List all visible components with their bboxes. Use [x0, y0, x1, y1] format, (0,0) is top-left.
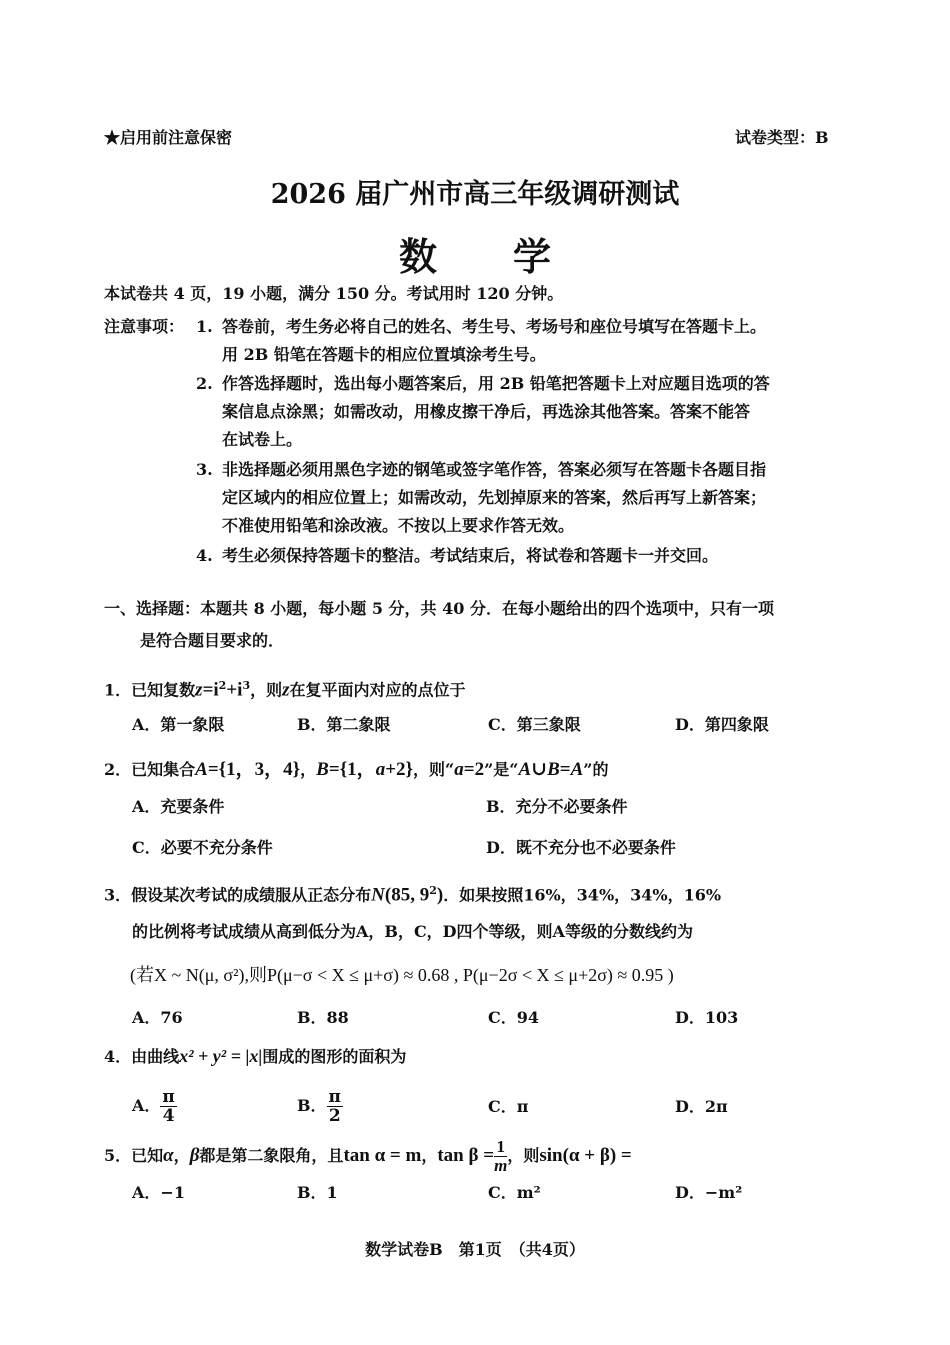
q1-option-b: B．第二象限: [297, 715, 391, 734]
question-number: 5．: [104, 1146, 132, 1165]
note-2-line-1: 作答选择题时，选出每小题答案后，用 2B 铅笔把答题卡上对应题目选项的答: [222, 374, 770, 393]
note-4-num: 4.: [196, 546, 213, 565]
question-4-stem: 4．由曲线x² + y² = |x|围成的图形的面积为: [104, 1046, 407, 1066]
question-1-stem: 1．已知复数$z=i^2+i^3$，则z在复平面内对应的点位于: [104, 679, 466, 701]
q4-option-d: D．2π: [675, 1097, 728, 1116]
question-number: 2．: [104, 760, 132, 779]
note-1-num: 1.: [196, 317, 213, 336]
q5-option-c: C．m²: [488, 1183, 541, 1202]
q2-option-d: D．既不充分也不必要条件: [486, 838, 676, 857]
confidential-label: ★启用前注意保密: [104, 128, 233, 147]
exam-intro: 本试卷共 4 页，19 小题，满分 150 分。考试用时 120 分钟。: [104, 284, 564, 303]
q2-option-b: B．充分不必要条件: [486, 797, 628, 816]
note-3-line-2: 定区域内的相应位置上；如需改动，先划掉原来的答案，然后再写上新答案；: [222, 488, 767, 507]
q4-option-b: B． $\frac{\pi}{2}$: [297, 1087, 341, 1126]
q2-option-a: A．充要条件: [132, 797, 225, 816]
q3-option-d: D．103: [675, 1008, 739, 1027]
question-3-stem-line-2: 的比例将考试成绩从高到低分为A，B，C，D四个等级，则A等级的分数线约为: [132, 922, 693, 941]
section-1-header-cont: 是符合题目要求的．: [140, 631, 285, 650]
note-3-line-1: 非选择题必须用黑色字迹的钢笔或签字笔作答，答案必须写在答题卡各题目指: [222, 460, 767, 479]
note-2-num: 2.: [196, 374, 213, 393]
question-2-stem: 2．已知集合A={1，3，4}，B={1，a+2}，则“a=2”是“A∪B=A”的: [104, 759, 609, 780]
q4-option-c: C．π: [488, 1097, 529, 1116]
note-4-line-1: 考生必须保持答题卡的整洁。考试结束后，将试卷和答题卡一并交回。: [222, 546, 719, 565]
notes-label: 注意事项：: [104, 317, 185, 336]
note-2-line-2: 案信息点涂黑；如需改动，用橡皮擦干净后，再选涂其他答案。答案不能答: [222, 402, 751, 421]
q3-option-c: C．94: [488, 1008, 540, 1027]
q2-option-c: C．必要不充分条件: [132, 838, 273, 857]
question-3-stem-line-3: (若X ~ N(μ, σ²),则P(μ−σ < X ≤ μ+σ) ≈ 0.68 , P(μ−2σ < X ≤ μ+2σ) ≈ 0.95 ): [130, 965, 674, 985]
q5-option-a: A．−1: [132, 1183, 185, 1202]
note-3-line-3: 不准使用铅笔和涂改液。不按以上要求作答无效。: [222, 516, 575, 535]
question-number: 3．: [104, 885, 132, 905]
exam-title: 2026 届广州市高三年级调研测试: [270, 179, 680, 210]
q5-option-b: B．1: [297, 1183, 338, 1202]
question-number: 4．: [104, 1047, 132, 1066]
note-3-num: 3.: [196, 460, 213, 479]
subject-title: 数 学: [398, 234, 551, 279]
q3-option-a: A．76: [132, 1008, 183, 1027]
q5-option-d: D．−m²: [675, 1183, 743, 1202]
section-1-header: 一、选择题：本题共 8 小题，每小题 5 分，共 40 分．在每小题给出的四个选项中，只有一项: [104, 599, 774, 618]
paper-type-label: 试卷类型：B: [735, 128, 829, 147]
note-1-line-1: 答卷前，考生务必将自己的姓名、考生号、考场号和座位号填写在答题卡上。: [222, 317, 767, 336]
page-footer: 数学试卷B 第1页 （共4页）: [365, 1240, 585, 1259]
question-3-stem-line-1: 3．假设某次考试的成绩服从正态分布N(85, $9^2$)．如果按照16%，34%，34%，16%: [104, 884, 722, 906]
question-number: 1．: [104, 680, 132, 700]
note-2-line-3: 在试卷上。: [222, 430, 303, 449]
q1-option-a: A．第一象限: [132, 715, 225, 734]
q4-option-a: A． $\frac{\pi}{4}$: [132, 1087, 175, 1126]
q1-option-c: C．第三象限: [488, 715, 581, 734]
q1-option-d: D．第四象限: [675, 715, 769, 734]
question-5-stem: 5．已知α，β都是第二象限角，且tan α = m，tan β = $\frac{1}{m}$ ，则sin(α + β) =: [104, 1137, 632, 1175]
note-1-line-2: 用 2B 铅笔在答题卡的相应位置填涂考生号。: [222, 345, 546, 364]
q3-option-b: B．88: [297, 1008, 349, 1027]
